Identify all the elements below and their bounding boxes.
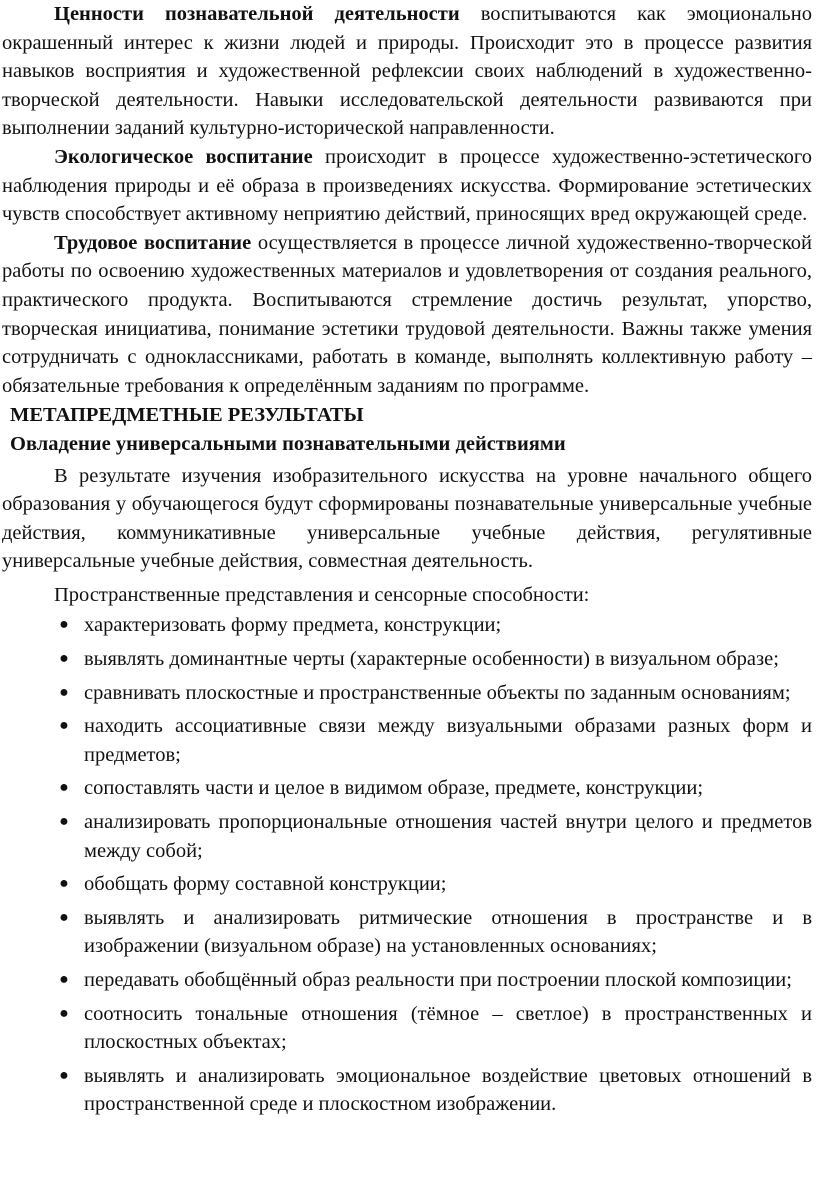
bullet-icon: ● bbox=[59, 717, 69, 735]
term-ecological-education: Экологическое воспитание bbox=[54, 145, 313, 168]
intro-paragraph: В результате изучения изобразительного искусства на уровне начального общего образования у обучающегося будут сформированы познавательные универсальные учебные действия, коммуникативные универсальные учебные действия, регулятивные универсальные учебные действия, совместная деятельность. bbox=[2, 464, 812, 573]
list-item-text: передавать обобщённый образ реальности при построении плоской композиции; bbox=[84, 969, 792, 991]
list-item bbox=[2, 870, 812, 899]
paragraph-text: воспитываются как эмоционально окрашенный интерес к жизни людей и природы. Происходит это в процессе развития навыков восприятия и художественной рефлексии своих наблюдений в художественно-творческой деятельности. Навыки исследовательской деятельности развиваются при выполнении заданий культурно-исторической направленности. bbox=[2, 3, 813, 140]
subsection-heading: Овладение универсальными познавательными действиями bbox=[10, 432, 566, 455]
list-item-text: выявлять доминантные черты (характерные особенности) в визуальном образе; bbox=[84, 648, 779, 671]
list-item-text: характеризовать форму предмета, конструкции; bbox=[84, 614, 502, 637]
list-item bbox=[2, 1062, 812, 1119]
list-item-text: обобщать форму составной конструкции; bbox=[84, 873, 447, 896]
list-item bbox=[2, 904, 812, 961]
list-item-text: сопоставлять части и целое в видимом образе, предмете, конструкции; bbox=[84, 777, 704, 800]
bullet-icon: ● bbox=[59, 650, 69, 668]
bullet-icon: ● bbox=[59, 1004, 69, 1022]
list-item-text: находить ассоциативные связи между визуальными образами разных форм и предметов; bbox=[84, 715, 812, 766]
list-item bbox=[2, 645, 812, 674]
list-title: Пространственные представления и сенсорные способности: bbox=[54, 583, 590, 606]
list-item bbox=[2, 966, 812, 995]
section-heading: МЕТАПРЕДМЕТНЫЕ РЕЗУЛЬТАТЫ bbox=[10, 404, 364, 427]
paragraph-ecological-education bbox=[2, 143, 812, 229]
list-item-text: выявлять и анализировать эмоциональное воздействие цветовых отношений в пространственной среде и плоскостном изображении. bbox=[84, 1064, 812, 1116]
bullet-icon: ● bbox=[59, 1066, 69, 1084]
list-item-text: сравнивать плоскостные и пространственные объекты по заданным основаниям; bbox=[84, 681, 791, 704]
paragraph-labor-education bbox=[2, 229, 812, 401]
bullet-icon: ● bbox=[59, 616, 69, 634]
term-cognitive-values: Ценности познавательной деятельности bbox=[54, 3, 460, 25]
bullet-icon: ● bbox=[59, 875, 69, 893]
bullet-icon: ● bbox=[59, 779, 69, 797]
bullet-icon: ● bbox=[59, 683, 69, 701]
bullet-icon: ● bbox=[59, 908, 69, 926]
list-item bbox=[2, 712, 812, 769]
paragraph-cognitive-values bbox=[2, 0, 812, 143]
list-item bbox=[2, 774, 812, 803]
paragraph-text: осуществляется в процессе личной художественно-творческой работы по освоению художественных материалов и удовлетворения от создания реального, практического продукта. Воспитываются стремление достичь результат, упорство, творческая инициатива, понимание эстетики трудовой деятельности. Важны также умения сотрудничать с одноклассниками, работать в команде, выполнять коллективную работу – обязательные требования к определённым заданиям по программе. bbox=[2, 231, 812, 397]
list-item bbox=[2, 679, 812, 708]
bullet-icon: ● bbox=[59, 813, 69, 831]
list-item bbox=[2, 808, 812, 865]
list-item-text: анализировать пропорциональные отношения частей внутри целого и предметов между собой; bbox=[84, 811, 812, 862]
list-item bbox=[2, 1000, 812, 1057]
list-item-text: соотносить тональные отношения (тёмное – светлое) в пространственных и плоскостных объектах; bbox=[84, 1002, 812, 1054]
paragraph-text: происходит в процессе художественно-эстетического наблюдения природы и её образа в произведениях искусства. Формирование эстетических чувств способствует активному неприятию действий, приносящих вред окружающей среде. bbox=[2, 145, 813, 226]
term-labor-education: Трудовое воспитание bbox=[54, 231, 252, 254]
bullet-icon: ● bbox=[59, 971, 69, 988]
list-item-text: выявлять и анализировать ритмические отношения в пространстве и в изображении (визуальном образе) на установленных основаниях; bbox=[84, 906, 812, 958]
list-item bbox=[2, 611, 812, 640]
skills-list bbox=[2, 611, 812, 1119]
